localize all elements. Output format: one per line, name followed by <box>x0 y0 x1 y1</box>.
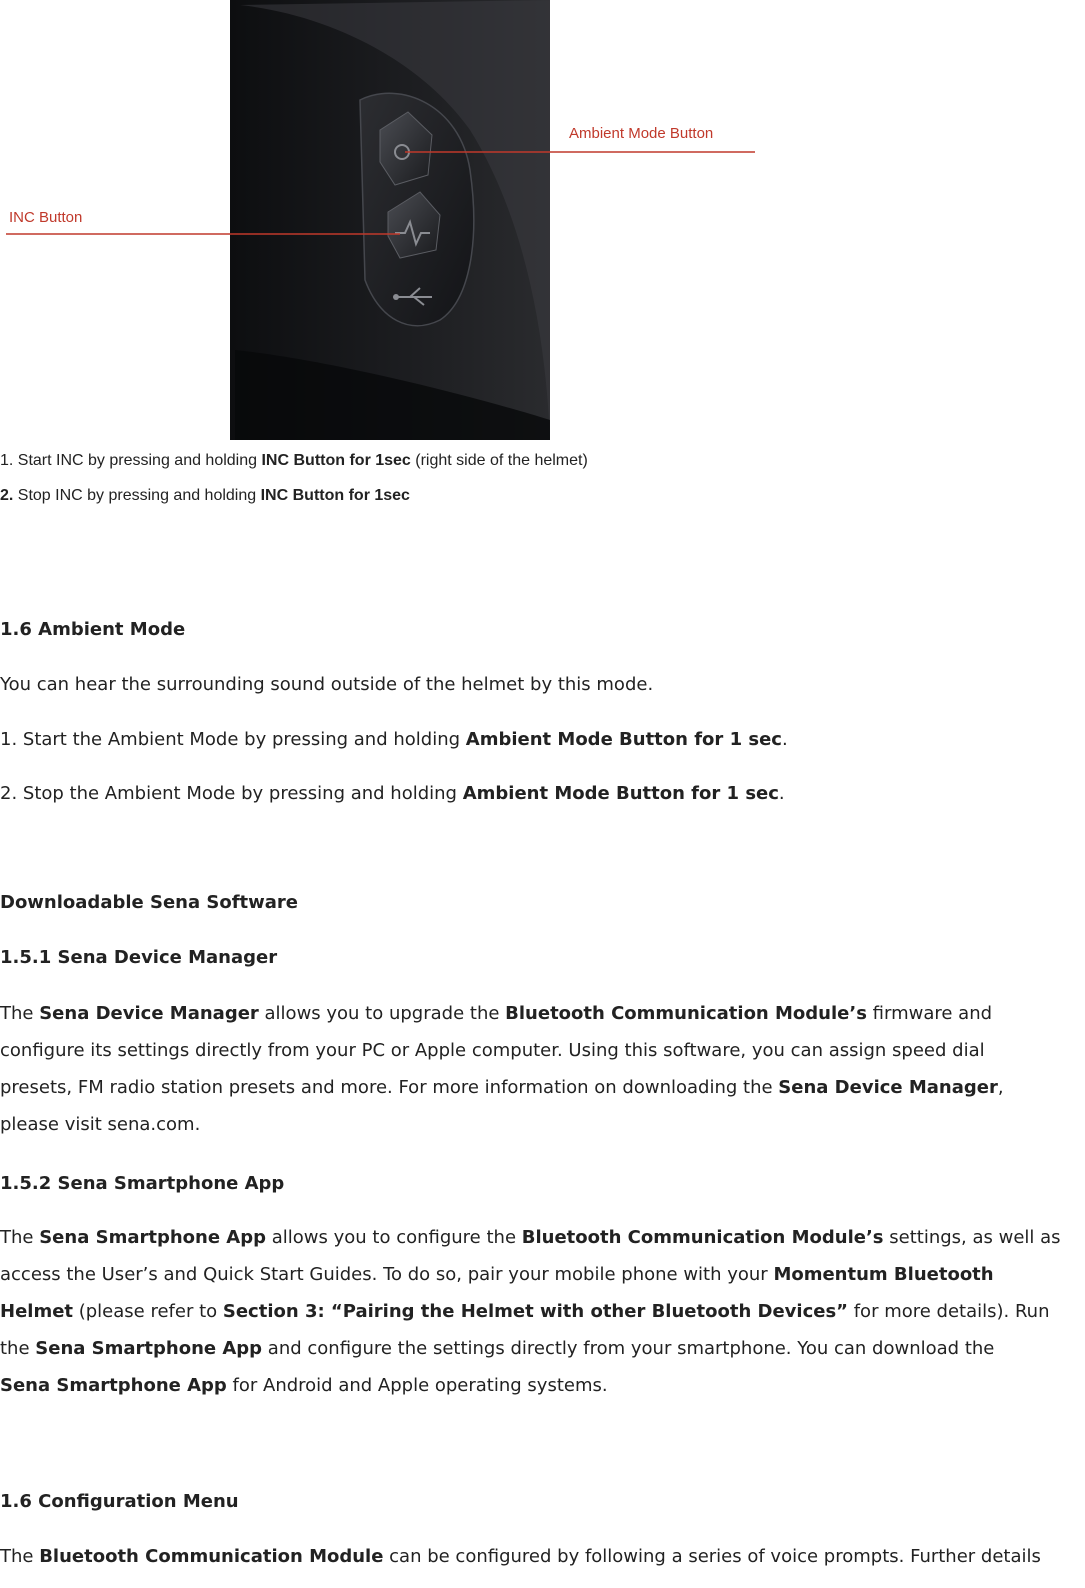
app-paragraph <box>0 1219 1075 1404</box>
sdm-heading: 1.5.1 Sena Device Manager <box>0 947 278 968</box>
app-heading: 1.5.2 Sena Smartphone App <box>0 1173 285 1194</box>
sdm-line-1: The Sena Device Manager allows you to upgrade the Bluetooth Communication Module’s firmware and <box>0 1003 993 1024</box>
ambient-mode-heading: 1.6 Ambient Mode <box>0 619 186 640</box>
ambient-mode-button-label: Ambient Mode Button <box>569 125 714 142</box>
config-line-1: The Bluetooth Communication Module can be configured by following a series of voice prompts. Further details <box>0 1546 1041 1567</box>
ambient-intro: You can hear the surrounding sound outside of the helmet by this mode. <box>0 674 654 695</box>
inc-button-label: INC Button <box>9 209 83 226</box>
helmet-photo <box>0 0 1085 440</box>
app-line-1: The Sena Smartphone App allows you to configure the Bluetooth Communication Module’s settings, as well as <box>0 1227 1061 1248</box>
app-line-5: Sena Smartphone App for Android and Apple operating systems. <box>0 1375 608 1396</box>
helmet-figure <box>0 0 1085 440</box>
software-heading: Downloadable Sena Software <box>0 892 299 913</box>
config-heading: 1.6 Configuration Menu <box>0 1491 239 1512</box>
ambient-step-2: 2. Stop the Ambient Mode by pressing and holding Ambient Mode Button for 1 sec. <box>0 783 785 804</box>
sdm-line-4: please visit sena.com. <box>0 1114 201 1135</box>
app-line-4: the Sena Smartphone App and configure the settings directly from your smartphone. You can download the <box>0 1338 995 1359</box>
app-line-3: Helmet (please refer to Section 3: “Pairing the Helmet with other Bluetooth Devices” for more details). Run <box>0 1301 1050 1322</box>
sdm-line-3: presets, FM radio station presets and more. For more information on downloading the Sena Device Manager, <box>0 1077 1004 1098</box>
sdm-paragraph <box>0 995 1075 1143</box>
caption-line-1: 1. Start INC by pressing and holding INC Button for 1sec (right side of the helmet) <box>0 452 588 469</box>
sdm-line-2: configure its settings directly from your PC or Apple computer. Using this software, you can assign speed dial <box>0 1040 985 1061</box>
ambient-step-1: 1. Start the Ambient Mode by pressing and holding Ambient Mode Button for 1 sec. <box>0 729 788 750</box>
caption-line-2: 2. Stop INC by pressing and holding INC Button for 1sec <box>0 487 410 504</box>
app-line-2: access the User’s and Quick Start Guides. To do so, pair your mobile phone with your Momentum Bluetooth <box>0 1264 994 1285</box>
